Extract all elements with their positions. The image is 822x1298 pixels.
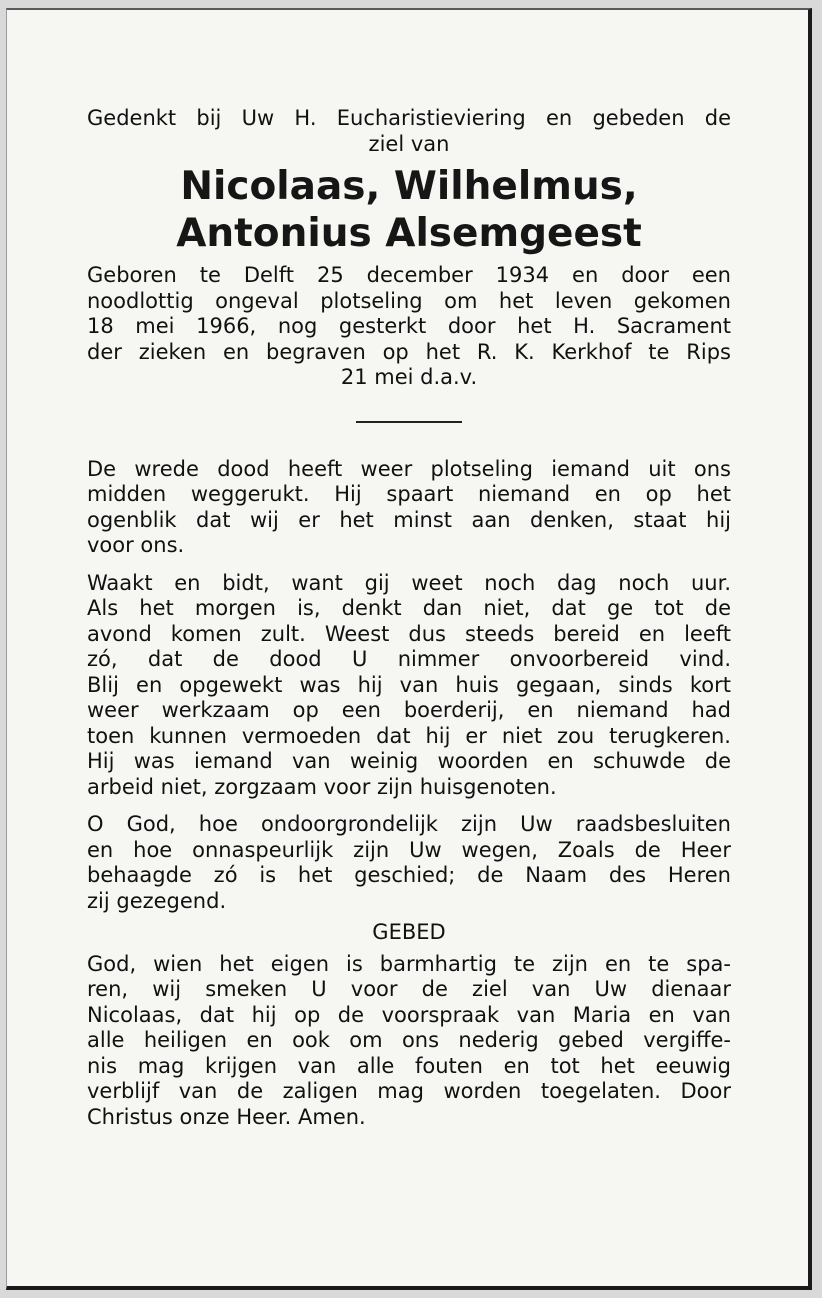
- prayer-line: verblijf van de zaligen mag worden toegelaten. Door: [87, 1079, 731, 1103]
- prayer-heading: GEBED: [372, 920, 446, 944]
- details-line: der zieken en begraven op het R. K. Kerkhof te Rips: [87, 339, 731, 364]
- memorial-card: [6, 8, 812, 1290]
- prayer-line: alle heiligen en ook om ons nederig gebed vergiffe-: [87, 1028, 731, 1052]
- prayer-line: Christus onze Heer. Amen.: [87, 1104, 366, 1129]
- paragraph-line: toen kunnen vermoeden dat hij er niet zou terugkeren.: [87, 723, 731, 748]
- intro-line: ziel van: [368, 131, 450, 156]
- paragraph-line: weer werkzaam op een boerderij, en niemand had: [87, 698, 731, 722]
- paragraph: [87, 571, 731, 801]
- paragraph-line: midden weggerukt. Hij spaart niemand en op het: [87, 482, 731, 506]
- prayer-text: [87, 952, 731, 1131]
- paragraph-line: zó, dat de dood U nimmer onvoorbereid vind.: [87, 647, 731, 671]
- prayer-line: nis mag krijgen van alle fouten en tot het eeuwig: [87, 1053, 731, 1078]
- paragraph-line: ogenblik dat wij er het minst aan denken, staat hij: [87, 507, 731, 532]
- prayer-line: God, wien het eigen is barmhartig te zijn en te spa-: [87, 951, 731, 976]
- deceased-name: Antonius Alsemgeest: [176, 211, 642, 256]
- paragraph-line: voor ons.: [87, 533, 185, 557]
- paragraph-line: behaagde zó is het geschied; de Naam des Heren: [87, 863, 731, 887]
- prayer-line: ren, wij smeken U voor de ziel van Uw dienaar: [87, 977, 731, 1001]
- paragraph: [87, 812, 731, 914]
- intro-line: Gedenkt bij Uw H. Eucharistieviering en gebeden de: [87, 106, 731, 130]
- deceased-name: Nicolaas, Wilhelmus,: [180, 164, 638, 209]
- details-line: Geboren te Delft 25 december 1934 en door een: [87, 263, 731, 287]
- paragraph-line: De wrede dood heeft weer plotseling iemand uit ons: [87, 456, 731, 481]
- paragraph-line: en hoe onnaspeurlijk zijn Uw wegen, Zoals de Heer: [87, 837, 731, 862]
- details-line: 18 mei 1966, nog gesterkt door het H. Sacrament: [87, 314, 731, 338]
- divider: [356, 421, 462, 423]
- details-line: noodlottig ongeval plotseling om het leven gekomen: [87, 288, 731, 313]
- paragraph-line: O God, hoe ondoorgrondelijk zijn Uw raadsbesluiten: [87, 812, 731, 836]
- paragraph-line: Hij was iemand van weinig woorden en schuwde de: [87, 749, 731, 773]
- paragraph-line: avond komen zult. Weest dus steeds bereid en leeft: [87, 621, 731, 646]
- paragraph-line: Waakt en bidt, want gij weet noch dag noch uur.: [87, 570, 731, 595]
- prayer-line: Nicolaas, dat hij op de voorspraak van Maria en van: [87, 1002, 731, 1027]
- paragraph-line: Als het morgen is, denkt dan niet, dat ge tot de: [87, 596, 731, 620]
- paragraph-line: zij gezegend.: [87, 888, 227, 913]
- details-line: 21 mei d.a.v.: [340, 365, 478, 389]
- card-text: [87, 106, 731, 1130]
- paragraph: [87, 457, 731, 559]
- paragraph-line: arbeid niet, zorgzaam voor zijn huisgenoten.: [87, 774, 557, 799]
- birth-death-details: [87, 263, 731, 391]
- paragraph-line: Blij en opgewekt was hij van huis gegaan, sinds kort: [87, 672, 731, 697]
